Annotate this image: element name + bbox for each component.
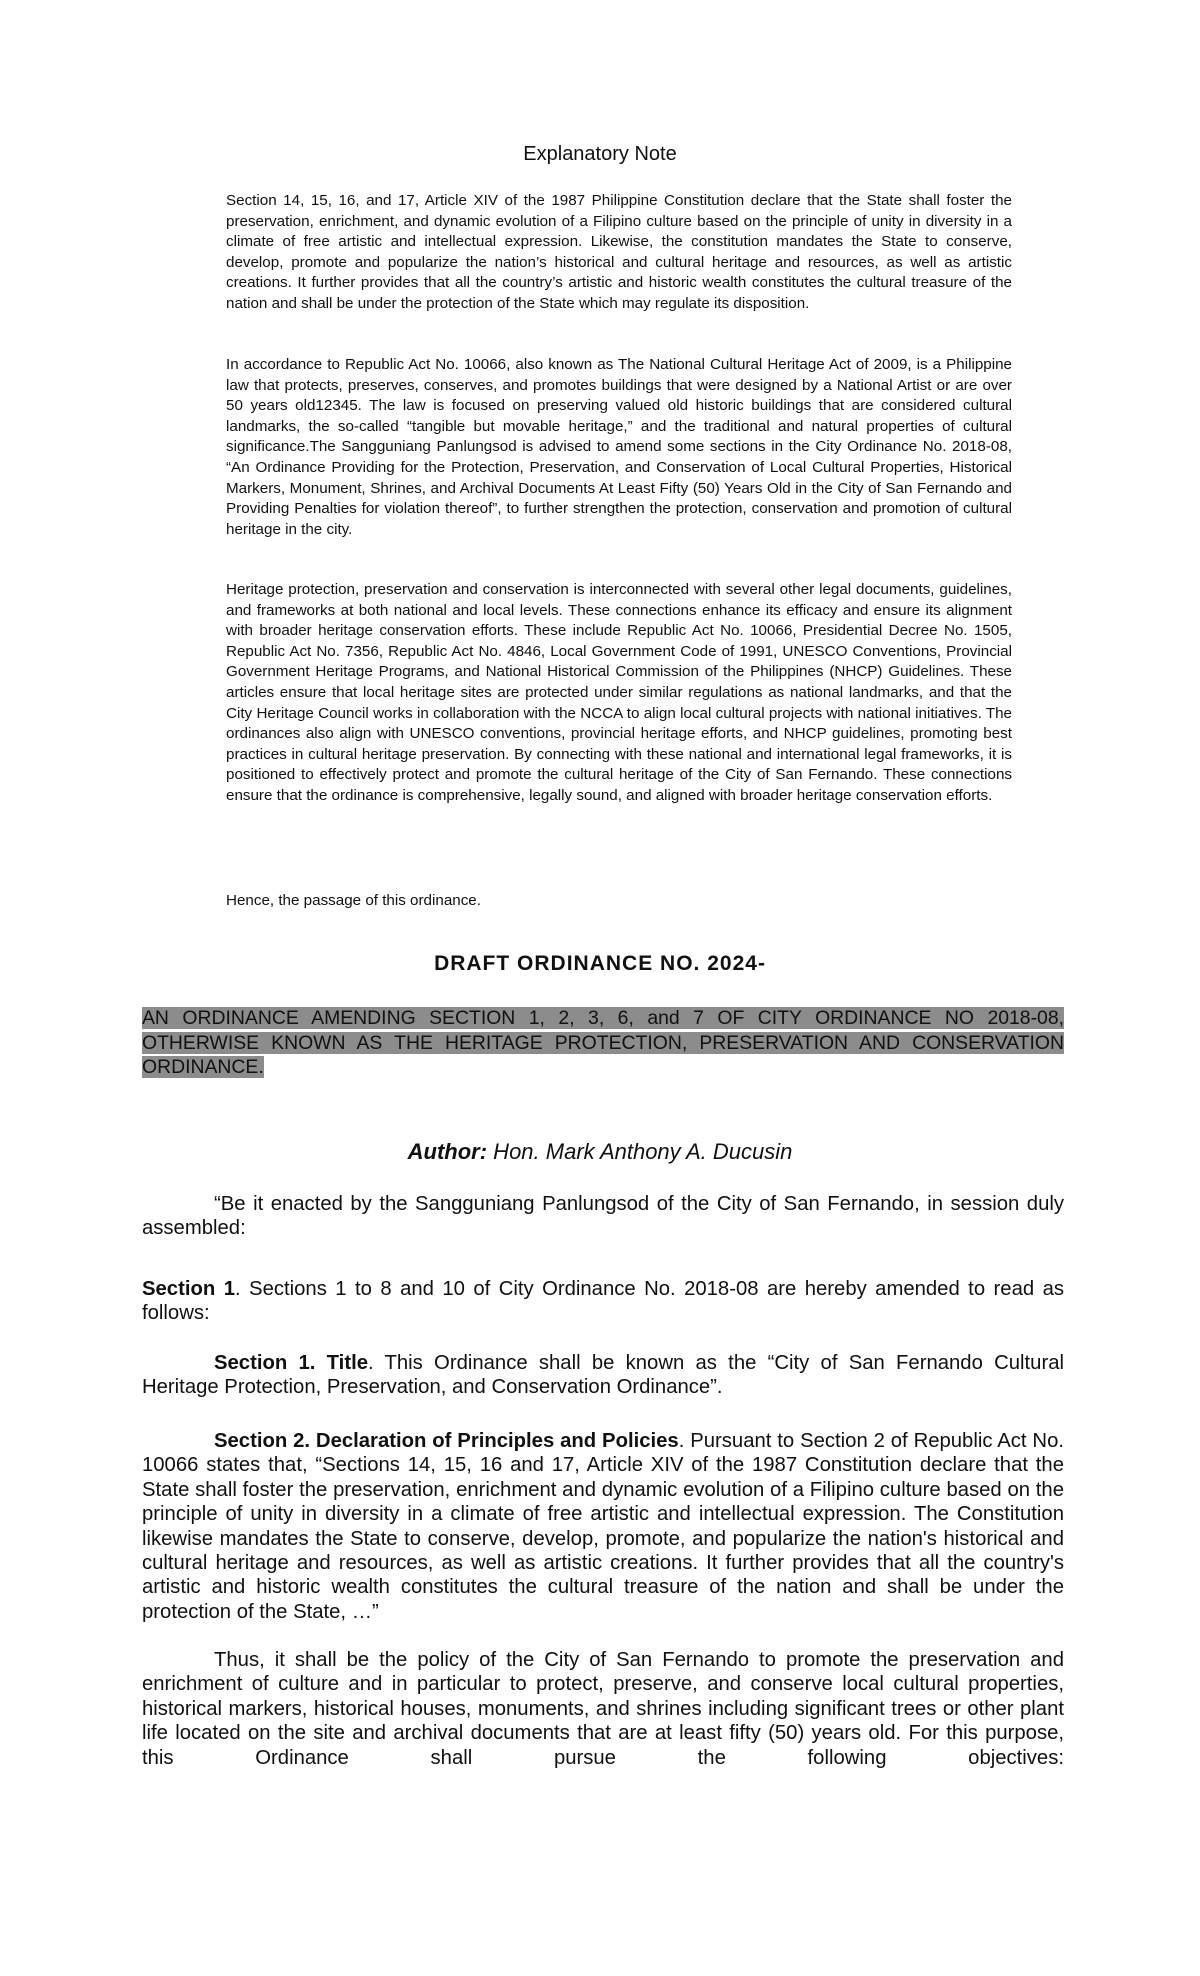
section-title-label: Section 1. Title	[214, 1352, 368, 1374]
draft-ordinance-title: DRAFT ORDINANCE NO. 2024-	[434, 952, 766, 975]
explanatory-paragraph-constitution: Section 14, 15, 16, and 17, Article XIV of the 1987 Philippine Constitution declare that the State shall foster the preservation, enrichment, and dynamic evolution of a Filipino culture based on the principle of unity in diversity in a climate of free artistic and intellectual expression. Likewise, the constitution mandates the State to conserve, develop, promote and popularize the nation’s historical and cultural heritage and resources, as well as artistic creations. It further provides that all the country’s artistic and historic wealth constitutes the cultural treasure of the nation and shall be under the protection of the State which may regulate its disposition.	[226, 192, 1012, 312]
section-1-amendment	[142, 1277, 1064, 1326]
ordinance-title-block	[142, 1006, 1064, 1080]
section-title	[142, 1351, 1064, 1400]
section-2-text: . Pursuant to Section 2 of Republic Act No. 10066 states that, “Sections 14, 15, 16 and 17, Article XIV of the 1987 Constitution declare that the State shall foster the preservation, enrichment and dynamic evolution of a Filipino culture based on the principle of unity in diversity in a climate of free artistic and intellectual expression. The Constitution likewise mandates the State to conserve, develop, promote, and popularize the nation's historical and cultural heritage and resources, as well as artistic creations. It further provides that all the country's artistic and historic wealth constitutes the cultural treasure of the nation and shall be under the protection of the State, …”	[142, 1430, 1064, 1623]
policy-paragraph: Thus, it shall be the policy of the City of San Fernando to promote the preservation and enrichment of culture and in particular to protect, preserve, and conserve local cultural properties, historical markers, historical houses, monuments, and shrines including significant trees or other plant life located on the site and archival documents that are at least fifty (50) years old. For this purpose, this Ordinance shall pursue the following objectives:	[142, 1649, 1064, 1769]
section-1-label: Section 1	[142, 1278, 235, 1300]
explanatory-note-title: Explanatory Note	[523, 143, 677, 165]
section-title-text: . This Ordinance shall be known as the “City of San Fernando Cultural Heritage Protection, Preservation, and Conservation Ordinance”.	[142, 1352, 1064, 1399]
explanatory-paragraph-legal-framework: Heritage protection, preservation and conservation is interconnected with several other legal documents, guidelines, and frameworks at both national and local levels. These connections enhance its efficacy and ensure its alignment with broader heritage conservation efforts. These include Republic Act No. 10066, Presidential Decree No. 1505, Republic Act No. 7356, Republic Act No. 4846, Local Government Code of 1991, UNESCO Conventions, Provincial Government Heritage Programs, and National Historical Commission of the Philippines (NHCP) Guidelines. These articles ensure that local heritage sites are protected under similar regulations as national landmarks, and that the City Heritage Council works in collaboration with the NCCA to align local cultural projects with national initiatives. The ordinances also align with UNESCO conventions, provincial heritage efforts, and NHCP guidelines, promoting best practices in cultural heritage preservation. By connecting with these national and international legal frameworks, it is positioned to effectively protect and promote the cultural heritage of the City of San Fernando. These connections ensure that the ordinance is comprehensive, legally sound, and aligned with broader heritage conservation efforts.	[226, 581, 1012, 804]
section-2-label: Section 2. Declaration of Principles and Policies	[214, 1430, 679, 1452]
author-label: Author:	[407, 1139, 488, 1164]
author-name: Hon. Mark Anthony A. Ducusin	[487, 1139, 793, 1164]
section-2-principles	[142, 1429, 1064, 1624]
author-line	[0, 1138, 1200, 1166]
explanatory-paragraph-conclusion: Hence, the passage of this ordinance.	[226, 892, 481, 909]
ordinance-title-highlight: AN ORDINANCE AMENDING SECTION 1, 2, 3, 6, and 7 OF CITY ORDINANCE NO 2018-08, OTHERWISE KNOWN AS THE HERITAGE PROTECTION, PRESERVATION AND CONSERVATION ORDINANCE.	[142, 1007, 1064, 1078]
section-1-text: . Sections 1 to 8 and 10 of City Ordinance No. 2018-08 are hereby amended to read as follows:	[142, 1278, 1064, 1325]
enactment-clause: “Be it enacted by the Sangguniang Panlungsod of the City of San Fernando, in session duly assembled:	[142, 1193, 1064, 1240]
explanatory-paragraph-ra10066: In accordance to Republic Act No. 10066, also known as The National Cultural Heritage Act of 2009, is a Philippine law that protects, preserves, conserves, and promotes buildings that were designed by a National Artist or are over 50 years old12345. The law is focused on preserving valued old historic buildings that are considered cultural landmarks, the so-called “tangible but movable heritage,” and the traditional and natural properties of cultural significance.The Sangguniang Panlungsod is advised to amend some sections in the City Ordinance No. 2018-08, “An Ordinance Providing for the Protection, Preservation, and Conservation of Local Cultural Properties, Historical Markers, Monument, Shrines, and Archival Documents At Least Fifty (50) Years Old in the City of San Fernando and Providing Penalties for violation thereof”, to further strengthen the protection, conservation and promotion of cultural heritage in the city.	[226, 356, 1012, 538]
